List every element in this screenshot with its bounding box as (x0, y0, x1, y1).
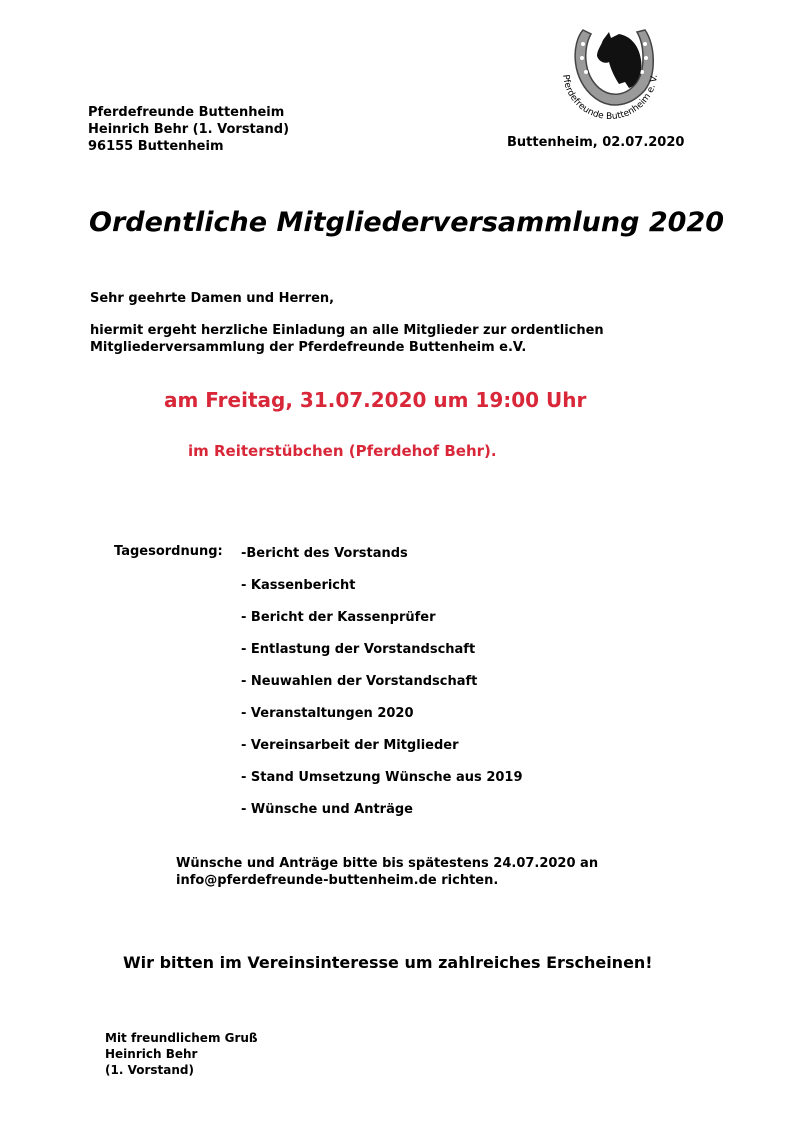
closing-line: Heinrich Behr (105, 1047, 198, 1061)
deadline-line: info@pferdefreunde-buttenheim.de richten. (176, 873, 499, 888)
deadline-note (176, 855, 598, 889)
sender-line: Pferdefreunde Buttenheim (88, 105, 285, 120)
agenda-item: - Veranstaltungen 2020 (241, 706, 414, 721)
agenda-item: - Bericht der Kassenprüfer (241, 610, 436, 625)
letter-date: Buttenheim, 02.07.2020 (507, 135, 685, 150)
appeal-text: Wir bitten im Vereinsinteresse um zahlreiches Erscheinen! (123, 953, 653, 972)
event-place: im Reiterstübchen (Pferdehof Behr). (188, 442, 497, 460)
agenda-item: - Stand Umsetzung Wünsche aus 2019 (241, 770, 523, 785)
intro-line: hiermit ergeht herzliche Einladung an alle Mitglieder zur ordentlichen (90, 323, 604, 338)
closing-line: Mit freundlichem Gruß (105, 1031, 258, 1045)
sender-line: 96155 Buttenheim (88, 139, 224, 154)
agenda-item: - Neuwahlen der Vorstandschaft (241, 674, 478, 689)
agenda-item: -Bericht des Vorstands (241, 546, 408, 561)
agenda-item: - Wünsche und Anträge (241, 802, 413, 817)
agenda-label: Tagesordnung: (114, 544, 223, 559)
closing-signature (105, 1030, 258, 1078)
intro-line: Mitgliederversammlung der Pferdefreunde Buttenheim e.V. (90, 340, 527, 355)
club-logo (545, 22, 675, 122)
deadline-line: Wünsche und Anträge bitte bis spätestens 24.07.2020 an (176, 856, 599, 871)
agenda-item: - Kassenbericht (241, 578, 356, 593)
logo-text: Pferdefreunde Buttenheim e. V. (560, 74, 660, 122)
document-title: Ordentliche Mitgliederversammlung 2020 (89, 207, 724, 238)
agenda-item: - Vereinsarbeit der Mitglieder (241, 738, 459, 753)
salutation: Sehr geehrte Damen und Herren, (90, 291, 335, 306)
sender-address (88, 104, 289, 155)
horse-head-icon (597, 32, 641, 88)
event-date-time: am Freitag, 31.07.2020 um 19:00 Uhr (164, 388, 587, 412)
agenda-item: - Entlastung der Vorstandschaft (241, 642, 476, 657)
sender-line: Heinrich Behr (1. Vorstand) (88, 122, 290, 137)
closing-line: (1. Vorstand) (105, 1063, 194, 1077)
intro-paragraph (90, 322, 604, 356)
